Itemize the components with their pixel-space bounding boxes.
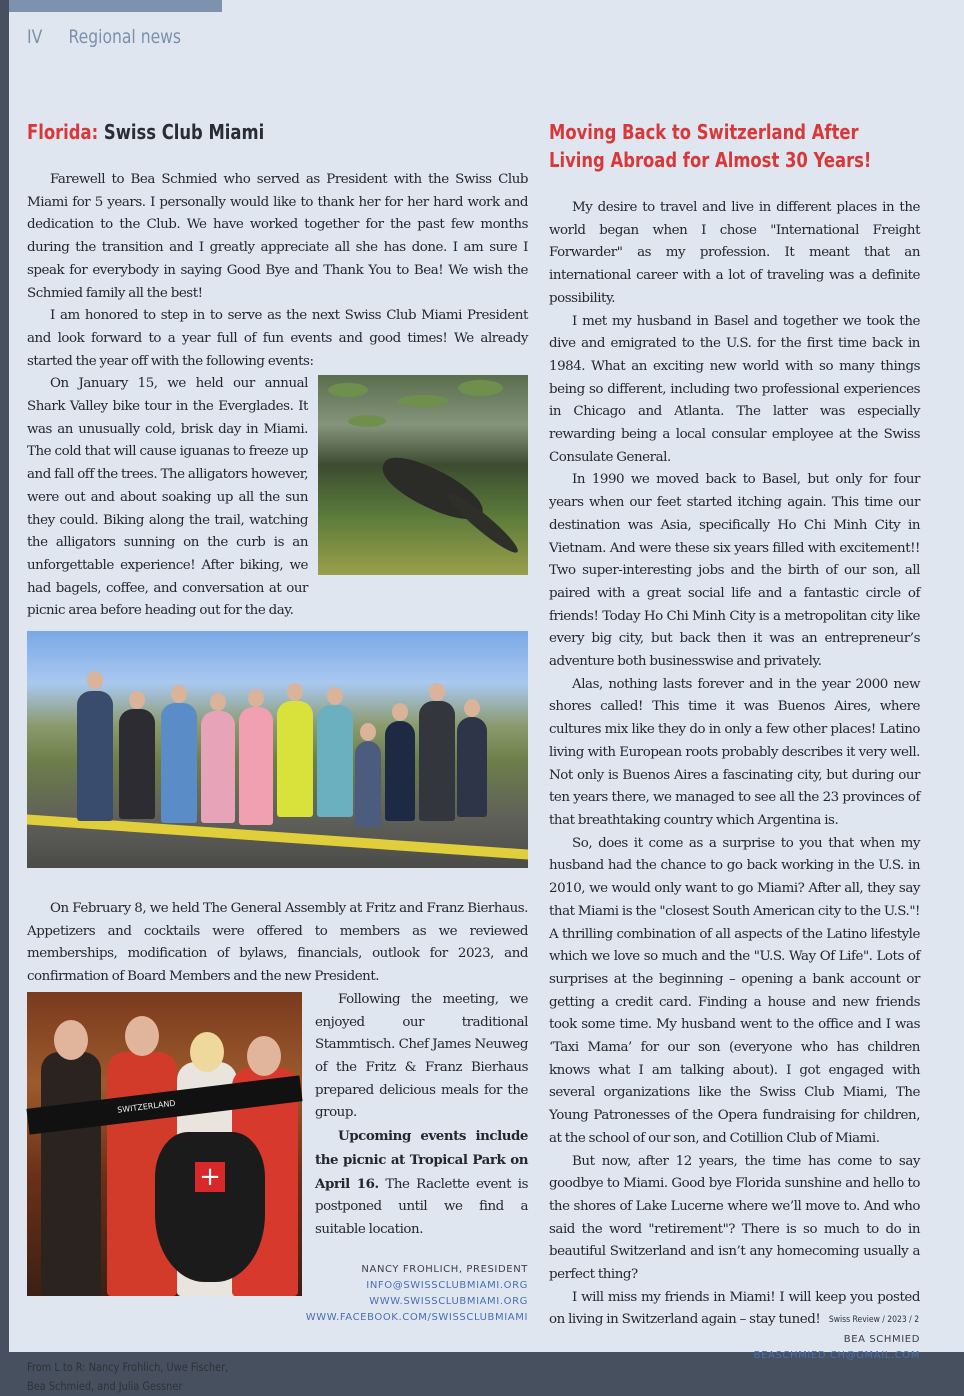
paragraph: Alas, nothing lasts forever and in the year 2000 new shores called! This time it was Buenos Aires, where cultures mix like they do in only a few other places! Latino living with European roots probably describes it very well. Not only is Buenos Aires a fascinating city, but during our ten years there, we managed to see all the 23 provinces of that breathtaking country which Argentina is. — [549, 676, 920, 828]
signature-name: BEA SCHMIED — [843, 1334, 920, 1346]
signature-facebook-link[interactable]: WWW.FACEBOOK.COM/SWISSCLUBMIAMI — [305, 1311, 528, 1323]
paragraph: But now, after 12 years, the time has come to say goodbye to Miami. Good bye Florida sunshine and hello to the shores of Lake Lucerne where we’ll move to. And who said the word "retirement"? There is so much to do in beautiful Switzerland and isn’t any homecoming usually a perfect thing? — [549, 1153, 920, 1283]
alligator-photo — [318, 375, 528, 575]
cow-bell — [155, 1132, 265, 1282]
page-footer: Swiss Review / 2023 / 2 — [828, 1315, 919, 1325]
photo-caption — [27, 1358, 453, 1396]
paragraph: I will miss my friends in Miami! I will keep you posted on living in Switzerland again – stay tuned! — [549, 1289, 920, 1328]
caption-line: From L to R: Nancy Frohlich, Uwe Fischer, — [27, 1359, 229, 1374]
upcoming-bold: Upcoming events include the picnic at Tropical Park on April 16. — [315, 1128, 528, 1192]
paragraph: I met my husband in Basel and together we took the dive and emigrated to the U.S. for the first time back in 1984. What an exciting new world with so many things being so different, including two professional experiences in Chicago and Atlanta. The latter was especially rewarding being a local consular employee at the Swiss Consulate General. — [549, 313, 920, 465]
right-article — [549, 118, 920, 1364]
right-signature — [549, 1332, 920, 1364]
paragraph: Farewell to Bea Schmied who served as President with the Swiss Club Miami for 5 years. I personally would like to thank her for her hard work and dedication to the Club. We have worked together for the past few months during the transition and I greatly appreciate all she has done. I am sure I speak for everybody in saying Good Bye and Thank You to Bea! We wish the Schmied family all the best! — [27, 172, 528, 301]
left-article — [27, 118, 528, 1396]
title-text: Swiss Club Miami — [103, 120, 265, 144]
right-article-title: Moving Back to Switzerland After Living Abroad for Almost 30 Years! — [549, 120, 872, 172]
signature-name: NANCY FROHLICH, PRESIDENT — [361, 1263, 528, 1275]
paragraph: In 1990 we moved back to Basel, but only for four years when our feet started itching again. This time our destination was Asia, specifically Ho Chi Minh City in Vietnam. And were these six years filled with excitement!! Two super-interesting jobs and the birth of our son, all paired with a great social life and a fantastic circle of friends! Today Ho Chi Minh City is a metropolitan city like every big city, but back then it was an entrepreneur’s adventure both businesswise and privately. — [549, 472, 920, 670]
group-photo — [27, 631, 528, 868]
signature-email-link[interactable]: INFO@SWISSCLUBMIAMI.ORG — [366, 1279, 528, 1291]
title-prefix: Florida: — [27, 120, 99, 144]
switzerland-sash: SWITZERLAND — [26, 1075, 302, 1134]
left-article-title — [27, 118, 438, 146]
raclette-bell-photo — [27, 992, 302, 1296]
paragraph: I am honored to step in to serve as the next Swiss Club Miami President and look forward to a year full of fun events and good times! We already started the year off with the following events: — [27, 308, 528, 369]
signature-email-link[interactable]: BEASCHMIED.CH@GMAIL.COM — [753, 1350, 920, 1362]
top-accent-bar — [9, 0, 222, 12]
paragraph: On January 15, we held our annual Shark Valley bike tour in the Everglades. It was an unusually cold, brisk day in Miami. The cold that will cause iguanas to freeze up and fall off the trees. The alligators however, were out and about soaking up all the sun they could. Biking along the trail, watching the alligators sunning on the curb is an unforgettable experience! After biking, we had bagels, coffee, and conversation at our picnic area before heading out for the day. — [27, 376, 308, 619]
yellow-curb — [27, 815, 528, 860]
swiss-cross-icon: + — [195, 1162, 225, 1192]
paragraph: On February 8, we held The General Assembly at Fritz and Franz Bierhaus. Appetizers and cocktails were offered to members as we reviewed memberships, modification of bylaws, financials, outlook for 2023, and confirmation of Board Members and the new President. — [27, 901, 528, 985]
upcoming-rest: The Raclette event is postponed until we find a suitable location. — [315, 1176, 529, 1237]
signature-website-link[interactable]: WWW.SWISSCLUBMIAMI.ORG — [369, 1295, 528, 1307]
magazine-page — [9, 0, 964, 1393]
caption-line: Bea Schmied, and Julia Gessner — [27, 1378, 183, 1393]
section-number: IV — [27, 26, 43, 48]
paragraph: Following the meeting, we enjoyed our traditional Stammtisch. Chef James Neuweg of the Fritz & Franz Bierhaus prepared delicious meals for the group. — [315, 991, 528, 1121]
paragraph: So, does it come as a surprise to you that when my husband had the chance to go back working in the U.S. in 2010, we would only want to go Miami? After all, they say that Miami is the "closest South American city to the U.S."! A thrilling combination of all aspects of the Latino lifestyle which we love so much and the "U.S. Way Of Life". Lots of surprises at the beginning – opening a bank account or getting a credit card. Finding a house and new friends took some time. My husband went to the office and I was ‘Taxi Mama’ for our son (everyone who has children knows what I am talking about). I got engaged with several organizations like the Swiss Club Miami, The Young Patronesses of the Opera fundraising for children, at the school of our son, and Cotillion Club of Miami. — [549, 835, 920, 1146]
paragraph: My desire to travel and live in different places in the world began when I chose "International Freight Forwarder" as my profession. It meant that an international career with a lot of traveling was a definite possibility. — [549, 200, 920, 306]
page-header — [27, 26, 181, 48]
section-title: Regional news — [68, 26, 182, 48]
alligator-tail-shape — [443, 488, 522, 558]
